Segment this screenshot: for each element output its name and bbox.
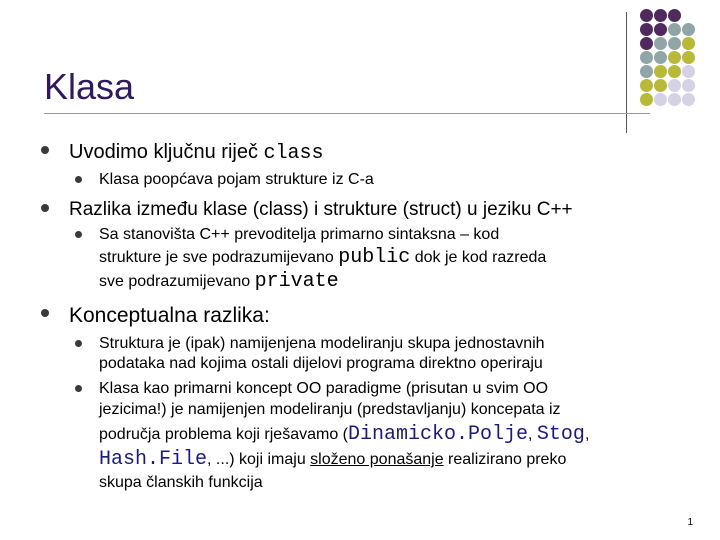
bullet-3 <box>69 304 270 328</box>
bullet-3-sub2-text: Klasa kao primarni koncept OO paradigme (prisutan u svim OO <box>99 380 549 397</box>
decorative-dot <box>654 51 667 64</box>
title-underline <box>44 113 650 114</box>
bullet-3-sub2-line4 <box>99 448 566 471</box>
decorative-dot <box>668 9 681 22</box>
bullet-2-text: Razlika između klase (class) i strukture (struct) u jeziku C++ <box>69 199 573 220</box>
bullet-3-sub2-line1 <box>99 380 548 398</box>
sub-bullet-icon <box>75 176 82 183</box>
decorative-dot <box>668 37 681 50</box>
decorative-dot <box>654 9 667 22</box>
decorative-dot <box>654 23 667 36</box>
bullet-2-sub-text: Sa stanovišta C++ prevoditelja primarno sintaksna – kod <box>99 226 500 243</box>
decorative-dot <box>640 9 653 22</box>
decorative-dot <box>668 93 681 106</box>
bullet-3-sub2-line2 <box>99 401 561 419</box>
sub-bullet-icon <box>75 340 82 347</box>
bullet-3-sub1-line1 <box>99 335 545 353</box>
text-fragment: područja problema koji rješavamo ( <box>99 426 348 443</box>
bullet-1-sub-text: Klasa poopćava pojam strukture iz C-a <box>99 171 374 188</box>
decorative-dot <box>682 51 695 64</box>
text-fragment: dok je kod razreda <box>410 249 547 266</box>
decorative-dot <box>640 65 653 78</box>
bullet-2-sub-line1 <box>99 226 499 244</box>
decorative-dot <box>654 65 667 78</box>
sub-bullet-icon <box>75 385 82 392</box>
text-fragment: , <box>584 426 590 443</box>
text-fragment: sve podrazumijevano <box>99 273 255 290</box>
decorative-dot <box>654 79 667 92</box>
decorative-dot <box>640 37 653 50</box>
slide-title: Klasa <box>44 66 135 107</box>
decorative-dot <box>640 51 653 64</box>
bullet-1-sub <box>99 171 374 189</box>
decorative-dot-grid <box>640 9 720 109</box>
text-fragment: realizirano preko <box>443 451 567 468</box>
decorative-dot <box>682 93 695 106</box>
code-private: private <box>254 270 339 293</box>
bullet-3-sub2-line5 <box>99 474 263 492</box>
decorative-dot <box>654 93 667 106</box>
code-hash-file: Hash.File <box>99 448 208 471</box>
bullet-2-sub-line3 <box>99 270 339 293</box>
bullet-icon <box>41 204 49 212</box>
decorative-dot <box>682 65 695 78</box>
decorative-dot <box>668 79 681 92</box>
decorative-dot <box>654 37 667 50</box>
underlined-text: složeno ponašanje <box>310 451 444 468</box>
bullet-1-code: class <box>263 142 324 165</box>
code-public: public <box>338 246 411 269</box>
code-dinamicko-polje: Dinamicko.Polje <box>348 423 529 446</box>
decorative-dot <box>682 37 695 50</box>
text-fragment: strukture je sve podrazumijevano <box>99 249 339 266</box>
bullet-1 <box>69 141 324 165</box>
decorative-dot <box>682 79 695 92</box>
bullet-3-sub2-text: jezicima!) je namijenjen modeliranju (predstavljanju) koncepata iz <box>99 401 561 418</box>
text-fragment: , ...) koji imaju <box>207 451 311 468</box>
bullet-3-sub1-text: Struktura je (ipak) namijenjena modeliranju skupa jednostavnih <box>99 335 545 352</box>
bullet-2-sub-line2 <box>99 246 546 269</box>
text-fragment: , <box>528 426 537 443</box>
sub-bullet-icon <box>75 231 82 238</box>
bullet-3-sub1-line2 <box>99 355 543 373</box>
decorative-dot <box>682 23 695 36</box>
decorative-dot <box>668 23 681 36</box>
decorative-dot <box>640 23 653 36</box>
decorative-dot <box>640 93 653 106</box>
bullet-1-text: Uvodimo ključnu riječ <box>69 141 264 163</box>
bullet-icon <box>41 309 49 317</box>
bullet-3-sub2-line3 <box>99 423 589 446</box>
bullet-3-sub2-text: skupa članskih funkcija <box>99 474 263 491</box>
page-number: 1 <box>687 517 693 528</box>
decorative-dot <box>640 79 653 92</box>
bullet-3-sub1-text: podataka nad kojima ostali dijelovi programa direktno operiraju <box>99 355 543 372</box>
decorative-dot <box>668 51 681 64</box>
vertical-divider <box>626 12 627 133</box>
code-stog: Stog <box>536 423 585 446</box>
bullet-3-text: Konceptualna razlika: <box>69 304 270 327</box>
decorative-dot <box>668 65 681 78</box>
bullet-icon <box>41 146 49 154</box>
bullet-2 <box>69 199 573 221</box>
